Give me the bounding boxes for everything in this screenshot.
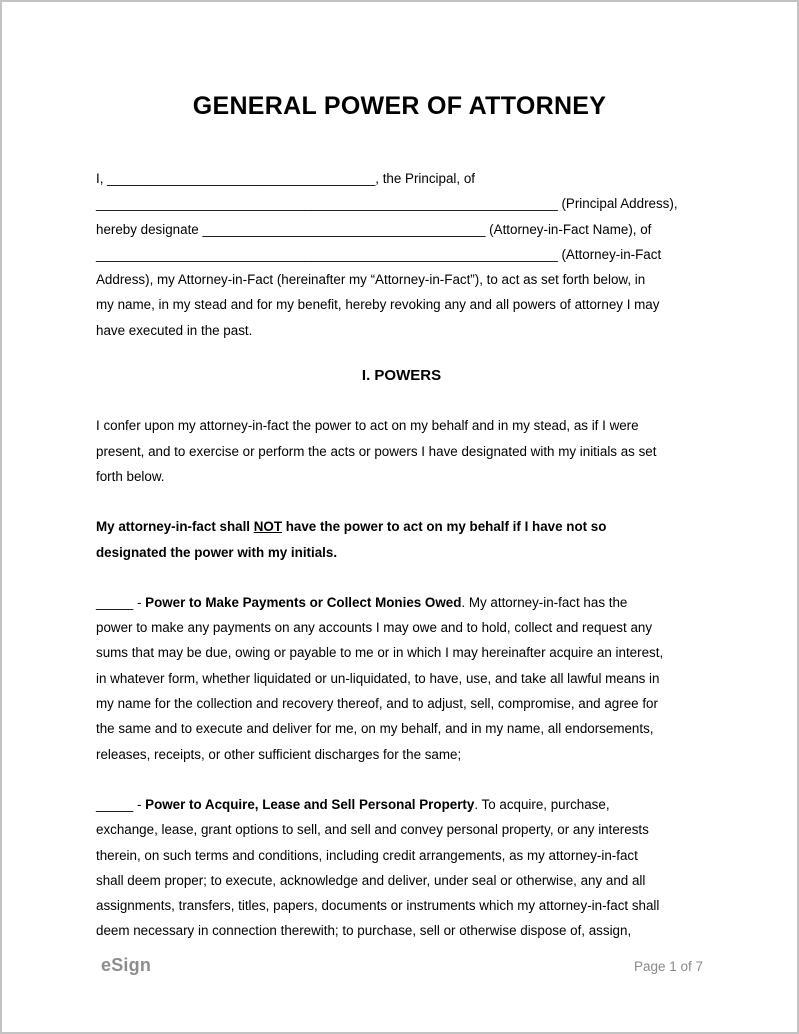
text-run: _____ - [96, 796, 146, 812]
underlined-text-run: NOT [253, 519, 283, 535]
text-run: Address), my Attorney-in-Fact (hereinafter my “Attorney-in-Fact”), to act as set forth below, in [96, 272, 646, 288]
text-line [96, 191, 707, 216]
powers-heading [96, 363, 707, 388]
text-run: the same and to execute and deliver for me, on my behalf, and in my name, all endorsements, [96, 721, 654, 737]
text-line [96, 792, 707, 817]
intro-paragraph [96, 166, 707, 343]
text-line [96, 691, 707, 716]
bold-text-run: My attorney-in-fact shall [96, 519, 254, 535]
text-run: hereby designate ______________________________________ (Attorney-in-Fact Name), of [96, 221, 652, 237]
text-run: deem necessary in connection therewith; to purchase, sell or otherwise dispose of, assign, [96, 923, 632, 939]
confer-paragraph [96, 413, 707, 489]
text-line [96, 893, 707, 918]
text-run: shall deem proper; to execute, acknowledge and deliver, under seal or otherwise, any and all [96, 872, 646, 888]
text-line [96, 292, 707, 317]
text-run: my name, in my stead and for my benefit, hereby revoking any and all powers of attorney I may [96, 297, 660, 313]
text-line [96, 843, 707, 868]
bold-text-run: I. POWERS [361, 367, 442, 385]
text-line [96, 817, 707, 842]
text-run: I, ____________________________________, the Principal, of [96, 171, 475, 186]
page-indicator: Page 1 of 7 [633, 959, 703, 974]
text-run: . To acquire, purchase, [474, 796, 610, 812]
text-line [96, 640, 707, 665]
text-run: power to make any payments on any accounts I may owe and to hold, collect and request any [96, 620, 653, 636]
text-run: exchange, lease, grant options to sell, and sell and convey personal property, or any interests [96, 822, 649, 838]
text-line [96, 363, 707, 388]
text-line [96, 267, 707, 292]
text-line [96, 217, 707, 242]
text-line [96, 918, 707, 943]
bold-text-run: designated the power with my initials. [96, 544, 338, 560]
power-payments-paragraph [96, 590, 707, 767]
text-run: in whatever form, whether liquidated or un-liquidated, to have, use, and take all lawful means in [96, 670, 660, 686]
bold-text-run: Power to Make Payments or Collect Monies Owed [145, 594, 462, 610]
text-line [96, 666, 707, 691]
text-run: assignments, transfers, titles, papers, documents or instruments which my attorney-in-fact shall [96, 898, 660, 914]
text-run: forth below. [96, 468, 165, 484]
no-initials-notice [96, 514, 707, 565]
text-run: _____ - [96, 594, 146, 610]
page-footer [96, 955, 703, 976]
text-run: releases, receipts, or other sufficient discharges for the same; [96, 746, 462, 762]
text-line [96, 868, 707, 893]
text-line [96, 742, 707, 767]
text-run: ______________________________________________________________ (Principal Address), [96, 196, 678, 212]
text-line [96, 413, 707, 438]
text-line [96, 464, 707, 489]
text-line [96, 540, 707, 565]
text-line [96, 166, 707, 191]
text-run: . My attorney-in-fact has the [461, 594, 628, 610]
text-line [96, 514, 707, 539]
text-line [96, 716, 707, 741]
text-run: ______________________________________________________________ (Attorney-in-Fact [96, 246, 662, 262]
bold-text-run: Power to Acquire, Lease and Sell Personal Property [145, 796, 475, 812]
document-title: GENERAL POWER OF ATTORNEY [192, 92, 607, 120]
document-body [96, 166, 707, 944]
text-run: have executed in the past. [96, 322, 253, 338]
text-run: my name for the collection and recovery thereof, and to adjust, sell, compromise, and agree for [96, 696, 658, 712]
text-run: present, and to exercise or perform the acts or powers I have designated with my initials as set [96, 443, 657, 459]
text-line [96, 590, 707, 615]
text-line [96, 439, 707, 464]
text-line [96, 242, 707, 267]
text-run: therein, on such terms and conditions, including credit arrangements, as my attorney-in-fact [96, 847, 638, 863]
text-run: sums that may be due, owing or payable to me or in which I may hereinafter acquire an interest, [96, 645, 664, 661]
text-run: I confer upon my attorney-in-fact the power to act on my behalf and in my stead, as if I were [96, 418, 639, 434]
esign-logo: eSign [101, 955, 152, 975]
text-line [96, 318, 707, 343]
power-personal-property-paragraph [96, 792, 707, 944]
bold-text-run: have the power to act on my behalf if I have not so [282, 519, 607, 535]
text-line [96, 615, 707, 640]
